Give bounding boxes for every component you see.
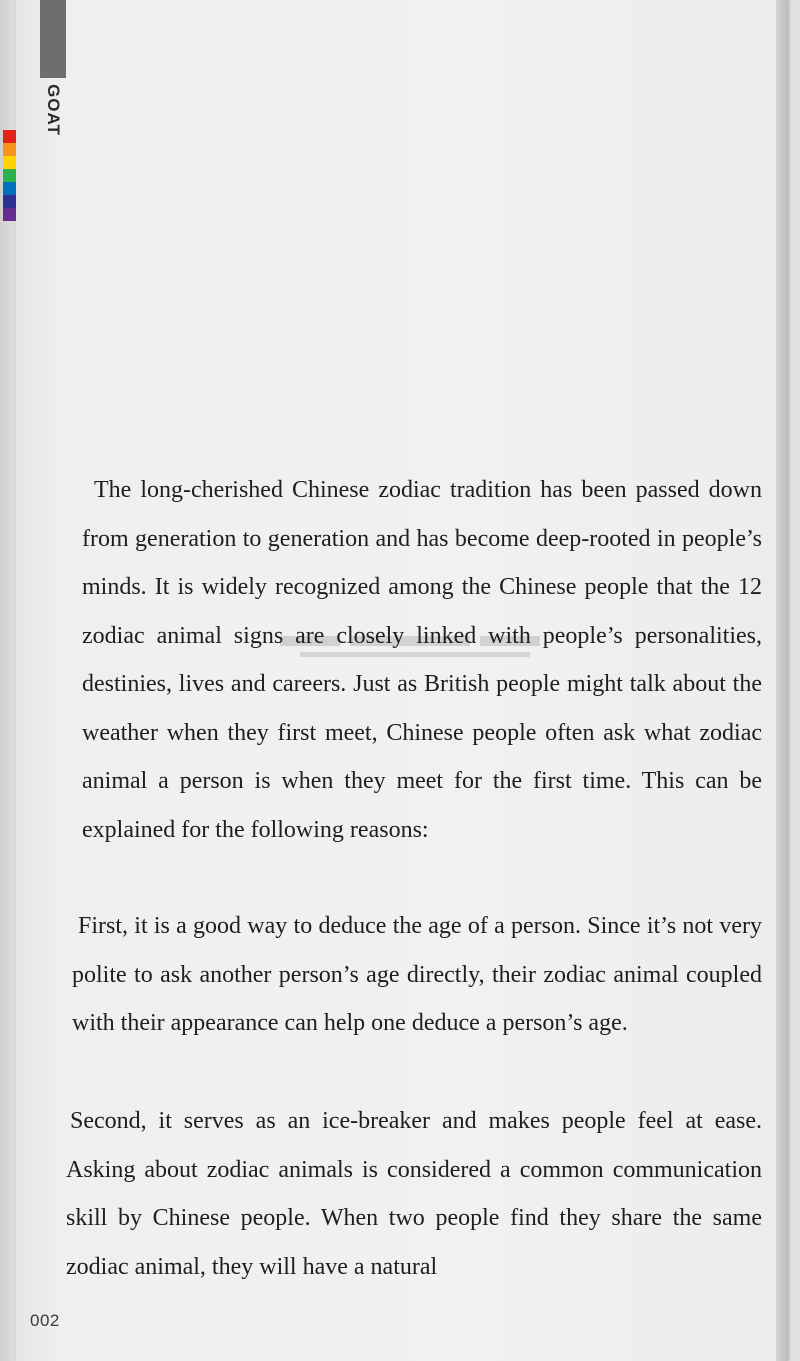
color-swatch [3,130,16,143]
color-swatch [3,195,16,208]
paragraph-second-reason: Second, it serves as an ice-breaker and makes people feel at ease. Asking about zodiac animals is considered a common communication skill by Chinese people. When two people find they share the same zodiac animal, they will have a natural [66,1108,762,1280]
paragraph-intro: The long-cherished Chinese zodiac tradition has been passed down from generation to generation and has become deep-rooted in people’s minds. It is widely recognized among the Chinese people that the 12 zodiac animal signs are closely linked with people’s personalities, destinies, lives and careers. Just as British people might talk about the weather when they first meet, Chinese people often ask what zodiac animal a person is when they meet for the first time. This can be explained for the following reasons: [82,477,762,843]
page-number: 002 [30,1311,60,1330]
section-tab-bar [40,0,66,78]
color-swatch [3,156,16,169]
section-tab-text: GOAT [44,84,64,136]
color-swatch [3,169,16,182]
page-edge [776,0,788,1361]
color-strip [3,130,16,221]
section-tab-label [40,82,66,138]
color-swatch [3,182,16,195]
paragraph-first-reason: First, it is a good way to deduce the age of a person. Since it’s not very polite to ask another person’s age directly, their zodiac animal coupled with their appearance can help one deduce a person’s age. [72,913,762,1036]
color-swatch [3,143,16,156]
color-swatch [3,208,16,221]
